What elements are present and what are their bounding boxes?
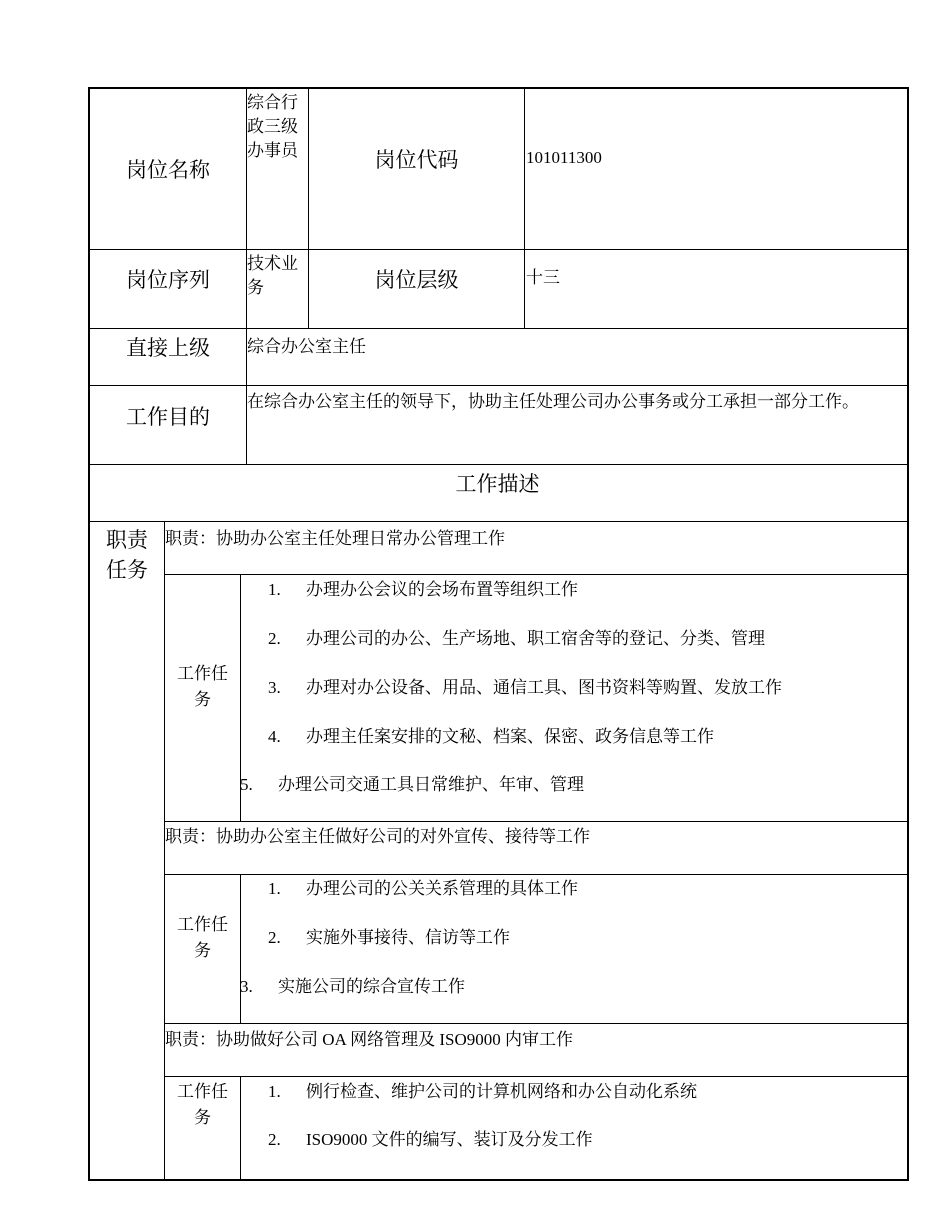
purpose-label: 工作目的 <box>126 405 210 429</box>
duty-title: 职责：协助办公室主任做好公司的对外宣传、接待等工作 <box>165 827 590 846</box>
purpose-value: 在综合办公室主任的领导下，协助主任处理公司办公事务或分工承担一部分工作。 <box>247 392 859 411</box>
row-divider <box>164 574 907 575</box>
row-divider <box>88 521 907 522</box>
post-code-label: 岗位代码 <box>374 148 459 172</box>
post-level-value: 十三 <box>526 268 560 287</box>
description-title: 工作描述 <box>455 472 540 496</box>
task-item: 1. 办理办公会议的会场布置等组织工作 <box>268 580 578 599</box>
task-item: 2. ISO9000 文件的编写、装订及分发工作 <box>268 1130 593 1149</box>
row-divider <box>164 821 907 822</box>
task-item: 4. 办理主任案安排的文秘、档案、保密、政务信息等工作 <box>268 727 714 746</box>
superior-label: 直接上级 <box>126 336 210 360</box>
superior-value: 综合办公室主任 <box>247 337 366 356</box>
col-divider <box>240 1076 241 1179</box>
task-item: 2. 办理公司的办公、生产场地、职工宿舍等的登记、分类、管理 <box>268 629 765 648</box>
row-divider <box>164 1023 907 1024</box>
task-item: 1. 办理公司的公关关系管理的具体工作 <box>268 879 578 898</box>
row-divider <box>164 1076 907 1077</box>
row-divider <box>164 874 907 875</box>
duty-section-label: 职责任务 <box>106 528 148 582</box>
post-code-value: 101011300 <box>526 148 602 167</box>
task-item: 2. 实施外事接待、信访等工作 <box>268 928 510 947</box>
duty-title: 职责：协助办公室主任处理日常办公管理工作 <box>165 529 505 548</box>
col-divider <box>524 87 525 329</box>
post-name-label: 岗位名称 <box>126 158 210 182</box>
col-divider <box>240 874 241 1024</box>
post-series-label: 岗位序列 <box>126 267 210 292</box>
job-description-table <box>88 87 907 1179</box>
task-label: 工作任务 <box>177 1082 228 1127</box>
task-label: 工作任务 <box>177 915 228 960</box>
task-label: 工作任务 <box>177 664 228 709</box>
task-item: 1. 例行检查、维护公司的计算机网络和办公自动化系统 <box>268 1082 697 1101</box>
task-item: 3. 实施公司的综合宣传工作 <box>240 977 465 996</box>
post-level-label: 岗位层级 <box>374 267 459 292</box>
post-series-value: 技术业务 <box>247 254 298 297</box>
task-item: 5. 办理公司交通工具日常维护、年审、管理 <box>240 775 584 794</box>
task-item: 3. 办理对办公设备、用品、通信工具、图书资料等购置、发放工作 <box>268 678 782 697</box>
post-name-value: 综合行政三级办事员 <box>247 93 298 160</box>
duty-title: 职责：协助做好公司 OA 网络管理及 ISO9000 内审工作 <box>165 1030 574 1049</box>
